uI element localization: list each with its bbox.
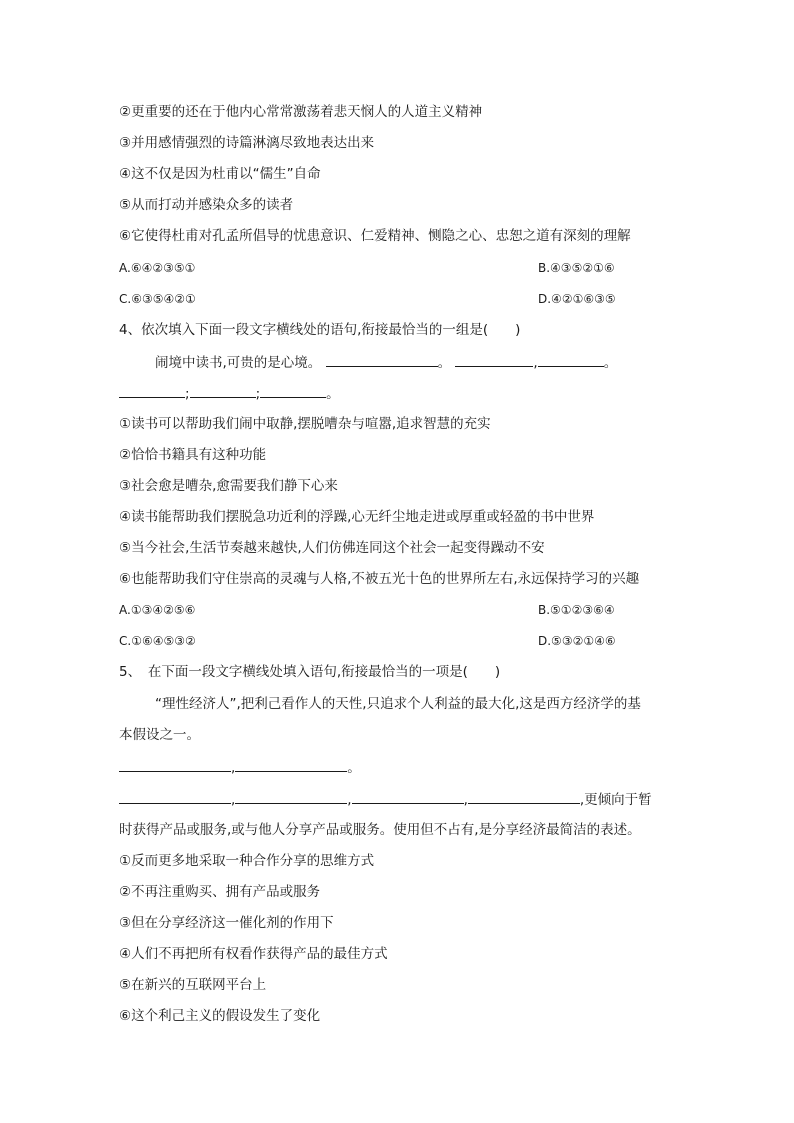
- q5-passage-line4: 时获得产品或服务,或与他人分享产品或服务。使用但不占有,是分享经济最简洁的表述。: [119, 822, 641, 838]
- q4-punct-semicolon-1: ;: [185, 386, 190, 402]
- q3-option-b: B.④③⑤②①⑥: [538, 261, 615, 275]
- q4-punct-semicolon-2: ;: [255, 386, 261, 402]
- q5-blank-3: [119, 789, 231, 804]
- q5-blank-4: [235, 789, 347, 804]
- q4-blank-4: [119, 383, 185, 398]
- q5-blank-2: [235, 757, 347, 772]
- q4-punct-period-2: 。: [603, 355, 618, 371]
- q5-punct-comma-2: ,: [231, 792, 236, 808]
- q4-blank-1: [326, 352, 438, 367]
- q5-blank-6: [468, 789, 580, 804]
- q5-blank-line2: [119, 789, 652, 810]
- q4-passage-start: 闹境中读书,可贵的是心境。: [155, 355, 322, 371]
- q3-option-a: A.⑥④②③⑤①: [119, 261, 196, 275]
- q4-item-5: ⑤当今社会,生活节奏越来越快,人们仿佛连同这个社会一起变得躁动不安: [119, 540, 545, 556]
- q5-passage-line2: 本假设之一。: [119, 727, 200, 743]
- q4-item-4: ④读书能帮助我们摆脱急功近利的浮躁,心无纤尘地走进或厚重或轻盈的书中世界: [119, 509, 595, 525]
- q4-punct-period-3: 。: [326, 386, 340, 402]
- q5-passage-line1: “理性经济人”,把利己看作人的天性,只追求个人利益的最大化,这是西方经济学的基: [155, 696, 641, 712]
- q4-blank-2: [455, 352, 533, 367]
- q3-option-d: D.④②①⑥③⑤: [538, 292, 616, 306]
- q4-blank-3: [538, 352, 604, 367]
- q4-item-6: ⑥也能帮助我们守住崇高的灵魂与人格,不被五光十色的世界所左右,永远保持学习的兴趣: [119, 571, 640, 587]
- q5-item-4: ④人们不再把所有权看作获得产品的最佳方式: [119, 946, 388, 962]
- q3-item-6: ⑥它使得杜甫对孔孟所倡导的忧患意识、仁爱精神、恻隐之心、忠恕之道有深刻的理解: [119, 228, 631, 244]
- q5-punct-period-1: 。: [347, 760, 361, 776]
- q4-blank-6: [260, 383, 326, 398]
- q4-item-3: ③社会愈是嘈杂,愈需要我们静下心来: [119, 478, 338, 494]
- q4-punct-period-1: 。: [437, 355, 452, 371]
- q4-item-2: ②恰恰书籍具有这种功能: [119, 447, 267, 463]
- q4-item-1: ①读书可以帮助我们闹中取静,摆脱嘈杂与喧嚣,追求智慧的充实: [119, 416, 491, 432]
- q5-blank-5: [352, 789, 464, 804]
- q5-punct-comma-4: ,: [463, 792, 468, 808]
- q3-item-2: ②更重要的还在于他内心常常激荡着悲天悯人的人道主义精神: [119, 104, 483, 120]
- q4-stem: 4、依次填入下面一段文字横线处的语句,衔接最恰当的一组是( ): [119, 322, 521, 338]
- q4-option-b: B.⑤①②③⑥④: [538, 603, 615, 617]
- q4-option-c: C.①⑥④⑤③②: [119, 634, 196, 648]
- q5-tail: ,更倾向于暂: [579, 792, 652, 808]
- q4-blank-5: [190, 383, 256, 398]
- q5-stem: 5、 在下面一段文字横线处填入语句,衔接最恰当的一项是( ): [119, 664, 501, 680]
- q4-passage-line1: [155, 352, 617, 373]
- q5-punct-comma-3: ,: [347, 792, 352, 808]
- q4-punct-comma-1: ,: [533, 355, 538, 371]
- q5-item-6: ⑥这个利己主义的假设发生了变化: [119, 1008, 321, 1024]
- q3-item-4: ④这不仅是因为杜甫以“儒生”自命: [119, 166, 321, 182]
- q5-item-2: ②不再注重购买、拥有产品或服务: [119, 884, 321, 900]
- q5-blank-line1: [119, 757, 361, 778]
- q3-item-3: ③并用感情强烈的诗篇淋漓尽致地表达出来: [119, 135, 375, 151]
- q5-item-3: ③但在分享经济这一催化剂的作用下: [119, 915, 334, 931]
- q3-item-5: ⑤从而打动并感染众多的读者: [119, 197, 294, 213]
- q3-option-c: C.⑥③⑤④②①: [119, 292, 196, 306]
- q5-item-5: ⑤在新兴的互联网平台上: [119, 977, 267, 993]
- q5-punct-comma-1: ,: [231, 760, 236, 776]
- q4-passage-line2: [119, 383, 340, 404]
- q4-option-a: A.①③④②⑤⑥: [119, 603, 196, 617]
- q5-blank-1: [119, 757, 231, 772]
- q5-item-1: ①反而更多地采取一种合作分享的思维方式: [119, 853, 375, 869]
- q4-option-d: D.⑤③②①④⑥: [538, 634, 616, 648]
